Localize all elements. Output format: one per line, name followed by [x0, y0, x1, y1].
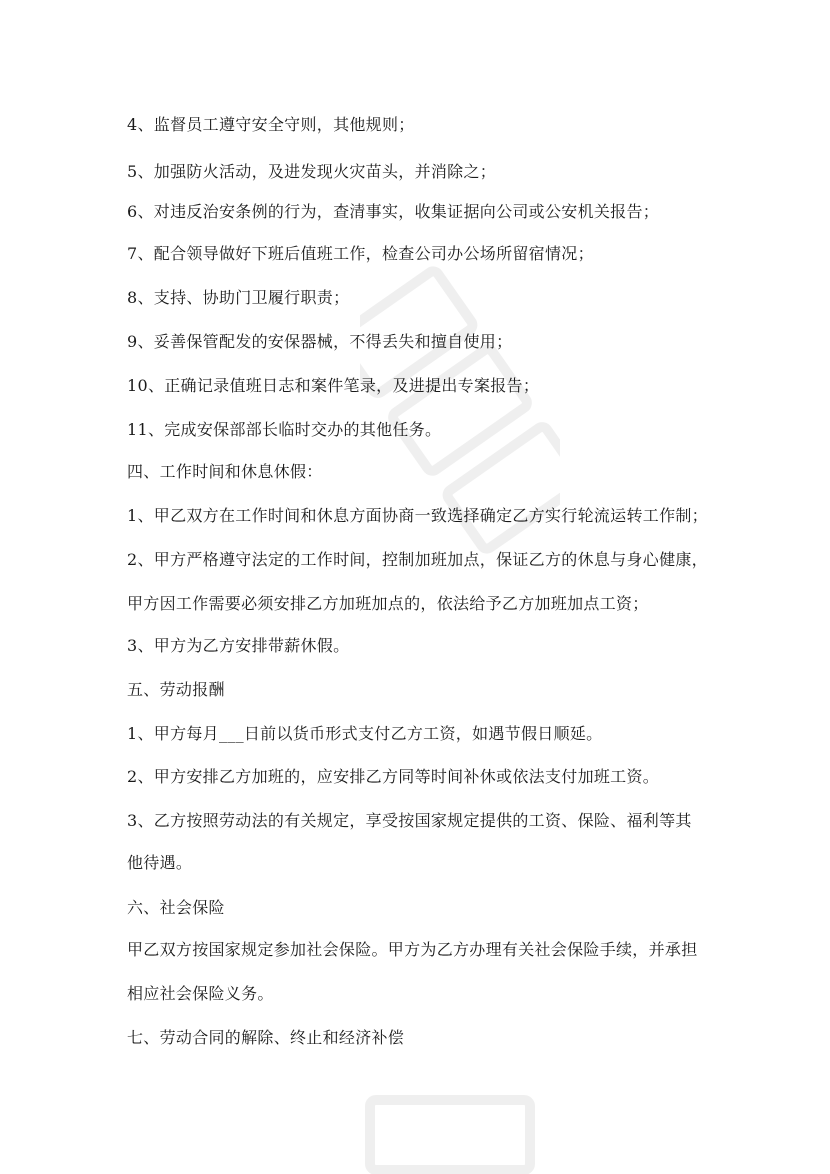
- section-heading-remuneration: 五、劳动报酬: [127, 680, 225, 699]
- doc-line-duty-5: 5、加强防火活动，及进发现火灾苗头，并消除之；: [127, 162, 497, 181]
- doc-line-duty-10: 10、正确记录值班日志和案件笔录，及进提出专案报告；: [127, 376, 540, 395]
- doc-line-duty-7: 7、配合领导做好下班后值班工作，检查公司办公场所留宿情况；: [127, 244, 594, 263]
- doc-line-hours-2: 2、甲方严格遵守法定的工作时间，控制加班加点，保证乙方的休息与身心健康，: [127, 550, 708, 569]
- doc-line-pay-3: 3、乙方按照劳动法的有关规定，享受按国家规定提供的工资、保险、福利等其: [127, 811, 692, 830]
- section-heading-work-hours: 四、工作时间和休息休假：: [127, 462, 323, 481]
- doc-line-hours-3: 3、甲方为乙方安排带薪休假。: [127, 636, 350, 655]
- watermark-graphic-bottom: [330, 1080, 570, 1174]
- doc-line-insurance-cont: 相应社会保险义务。: [127, 984, 274, 1003]
- doc-line-hours-1: 1、甲乙双方在工作时间和休息方面协商一致选择确定乙方实行轮流运转工作制；: [127, 506, 708, 525]
- doc-line-duty-11: 11、完成安保部部长临时交办的其他任务。: [127, 420, 442, 439]
- doc-line-duty-4: 4、监督员工遵守安全守则，其他规则；: [127, 115, 415, 134]
- doc-line-duty-6: 6、对违反治安条例的行为，查清事实，收集证据向公司或公安机关报告；: [127, 202, 660, 221]
- doc-line-hours-2-cont: 甲方因工作需要必须安排乙方加班加点的，依法给予乙方加班加点工资；: [127, 594, 649, 613]
- doc-line-insurance: 甲乙双方按国家规定参加社会保险。甲方为乙方办理有关社会保险手续，并承担: [127, 940, 698, 959]
- doc-line-pay-3-cont: 他待遇。: [127, 853, 193, 872]
- doc-line-pay-2: 2、甲方安排乙方加班的，应安排乙方同等时间补休或依法支付加班工资。: [127, 767, 660, 786]
- doc-line-pay-1: 1、甲方每月___日前以货币形式支付乙方工资，如遇节假日顺延。: [127, 724, 603, 743]
- doc-line-duty-9: 9、妥善保管配发的安保器械，不得丢失和擅自使用；: [127, 332, 513, 351]
- section-heading-termination: 七、劳动合同的解除、终止和经济补偿: [127, 1028, 405, 1047]
- doc-line-duty-8: 8、支持、协助门卫履行职责；: [127, 288, 350, 307]
- section-heading-social-insurance: 六、社会保险: [127, 898, 225, 917]
